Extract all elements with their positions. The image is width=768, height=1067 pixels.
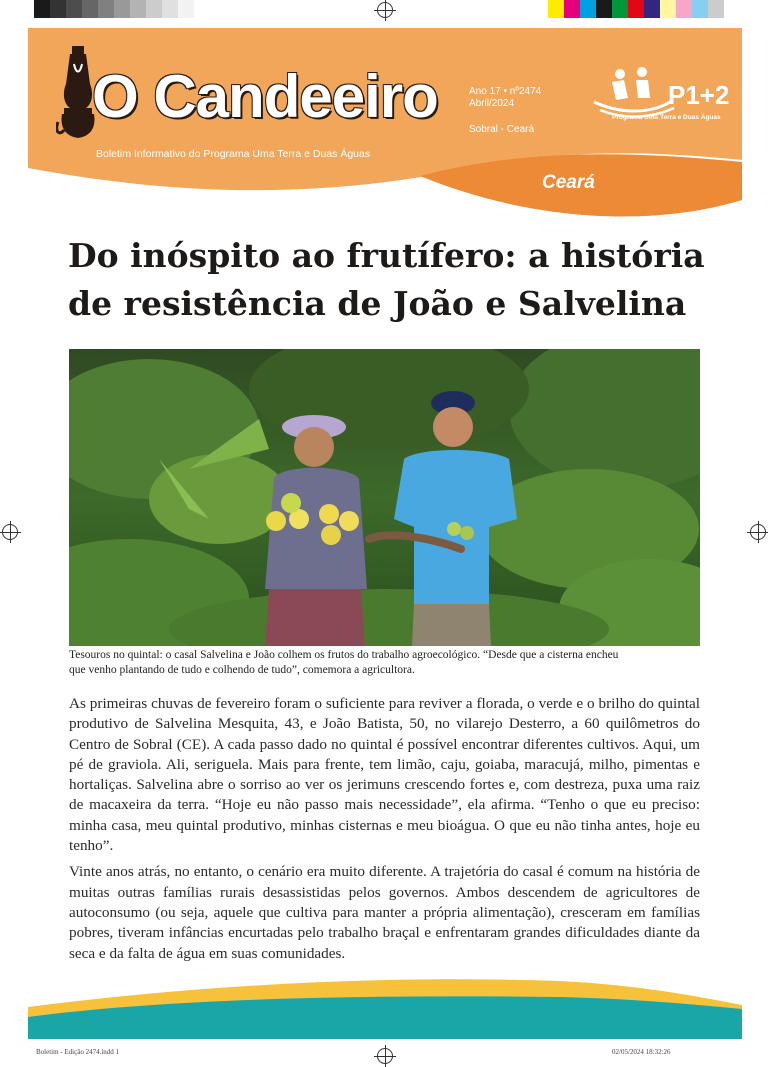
p12-program-logo [590, 62, 730, 122]
issue-date: Abril/2024 [469, 98, 515, 109]
footer-wave [0, 975, 768, 1045]
registration-mark-left [2, 524, 18, 540]
print-slug-filename: Boletim - Edição 2474.indd 1 [36, 1048, 120, 1056]
p12-logo-text: P1+2 [668, 80, 730, 110]
article-photo [69, 349, 700, 646]
region-tag: Ceará [542, 172, 595, 193]
headline-line-1: Do inóspito ao frutífero: a história [68, 236, 705, 275]
article-paragraph-2: Vinte anos atrás, no entanto, o cenário era muito diferente. A trajetória do casal é comum na história de muitas outras famílias rurais desassistidas pelos governos. Ambos descendem de agricultores de autoconsumo (ou seja, aquele que cultiva para manter a própria alimentação), cresceram em famílias pobres, tiveram infâncias encurtadas pelo trabalho braçal e enfrentaram grandes dificuldades diante da seca e da falta de água em suas comunidades. [69, 863, 700, 962]
photo-caption [69, 648, 700, 677]
issue-number: Ano 17 • nº2474 [469, 86, 542, 97]
registration-mark-right [750, 524, 766, 540]
newsletter-title: O Candeeiro [92, 63, 438, 130]
article-paragraph-1: As primeiras chuvas de fevereiro foram o suficiente para reviver a florada, o verde e o brilho do quintal produtivo de Salvelina Mesquita, 43, e João Batista, 50, no vilarejo Desterro, a 60 quilômetros do Centro de Sobral (CE). A cada passo dado no quintal é possível encontrar diferentes cultivos. Aqui, um pé de graviola. Ali, seriguela. Mais para frente, tem limão, caju, goiaba, maracujá, milho, pimentas e hortaliças. Salvelina abre o sorriso ao ver os jerimuns crescendo fortes e, com destreza, puxa uma raiz de macaxeira da terra. “Hoje eu não passo mais necessidade”, ela afirma. “Tenho o que eu preciso: minha casa, meu quintal produtivo, minhas cisternas e meu bioágua. O que eu não tinha antes, hoje eu tenho”. [69, 695, 700, 855]
headline-line-2: de resistência de João e Salvelina [68, 284, 687, 323]
newsletter-subtitle: Boletim Informativo do Programa Uma Terra e Duas Águas [96, 148, 371, 160]
article-body [69, 694, 700, 970]
caption-line-2: que venho plantando de tudo e colhendo de tudo”, comemora a agricultora. [69, 663, 415, 676]
article-headline [68, 232, 708, 328]
registration-mark-bottom [377, 1048, 393, 1064]
caption-line-1: Tesouros no quintal: o casal Salvelina e João colhem os frutos do trabalho agroecológico. “Desde que a cisterna encheu [69, 649, 619, 661]
print-slug-timestamp: 02/05/2024 18:32:26 [612, 1048, 671, 1056]
issue-info [469, 86, 541, 110]
p12-logo-label: Programa Uma Terra e Duas Águas [612, 114, 721, 121]
issue-location: Sobral - Ceará [469, 124, 535, 135]
